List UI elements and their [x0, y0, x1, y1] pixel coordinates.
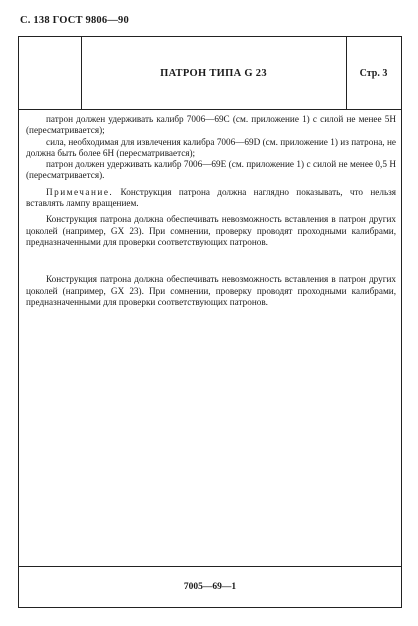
paragraph: Конструкция патрона должна обеспечивать невозможность вставления в патрон других цоколей (например, GX 23). При сомнении, проверку проводят проходными калибрами, предназначенными для проверки соответствующих патронов. [26, 214, 396, 247]
footer-code: 7005—69—1 [19, 566, 401, 607]
note-paragraph [26, 187, 396, 210]
paragraph: патрон должен удерживать калибр 7006—69Е (см. приложение 1) с силой не менее 0,5 Н (пересматривается). [26, 159, 396, 181]
sheet-title: ПАТРОН ТИПА G 23 [81, 37, 347, 109]
sheet-page-number: Стр. 3 [359, 67, 388, 79]
title-block-empty-cell [19, 37, 82, 109]
page-header: С. 138 ГОСТ 9806—90 [20, 15, 129, 26]
title-block [19, 37, 401, 110]
paragraph: патрон должен удерживать калибр 7006—69С (см. приложение 1) с силой не менее 5Н (пересматривается); [26, 114, 396, 136]
note-text: Конструкция патрона должна наглядно показывать, что нельзя вставлять лампу вращением. [26, 186, 396, 209]
document-frame [18, 36, 402, 608]
note-label: Примечание. [46, 186, 114, 197]
body-text [26, 114, 396, 308]
paragraph: сила, необходимая для извлечения калибра 7006—69D (см. приложение 1) из патрона, не должна быть более 6Н (пересматривается); [26, 136, 396, 158]
paragraph: Конструкция патрона должна обеспечивать невозможность вставления в патрон других цоколей (например, GX 23). При сомнении, проверку проводят проходными калибрами, предназначенными для проверки соответствующих патронов. [26, 274, 396, 307]
